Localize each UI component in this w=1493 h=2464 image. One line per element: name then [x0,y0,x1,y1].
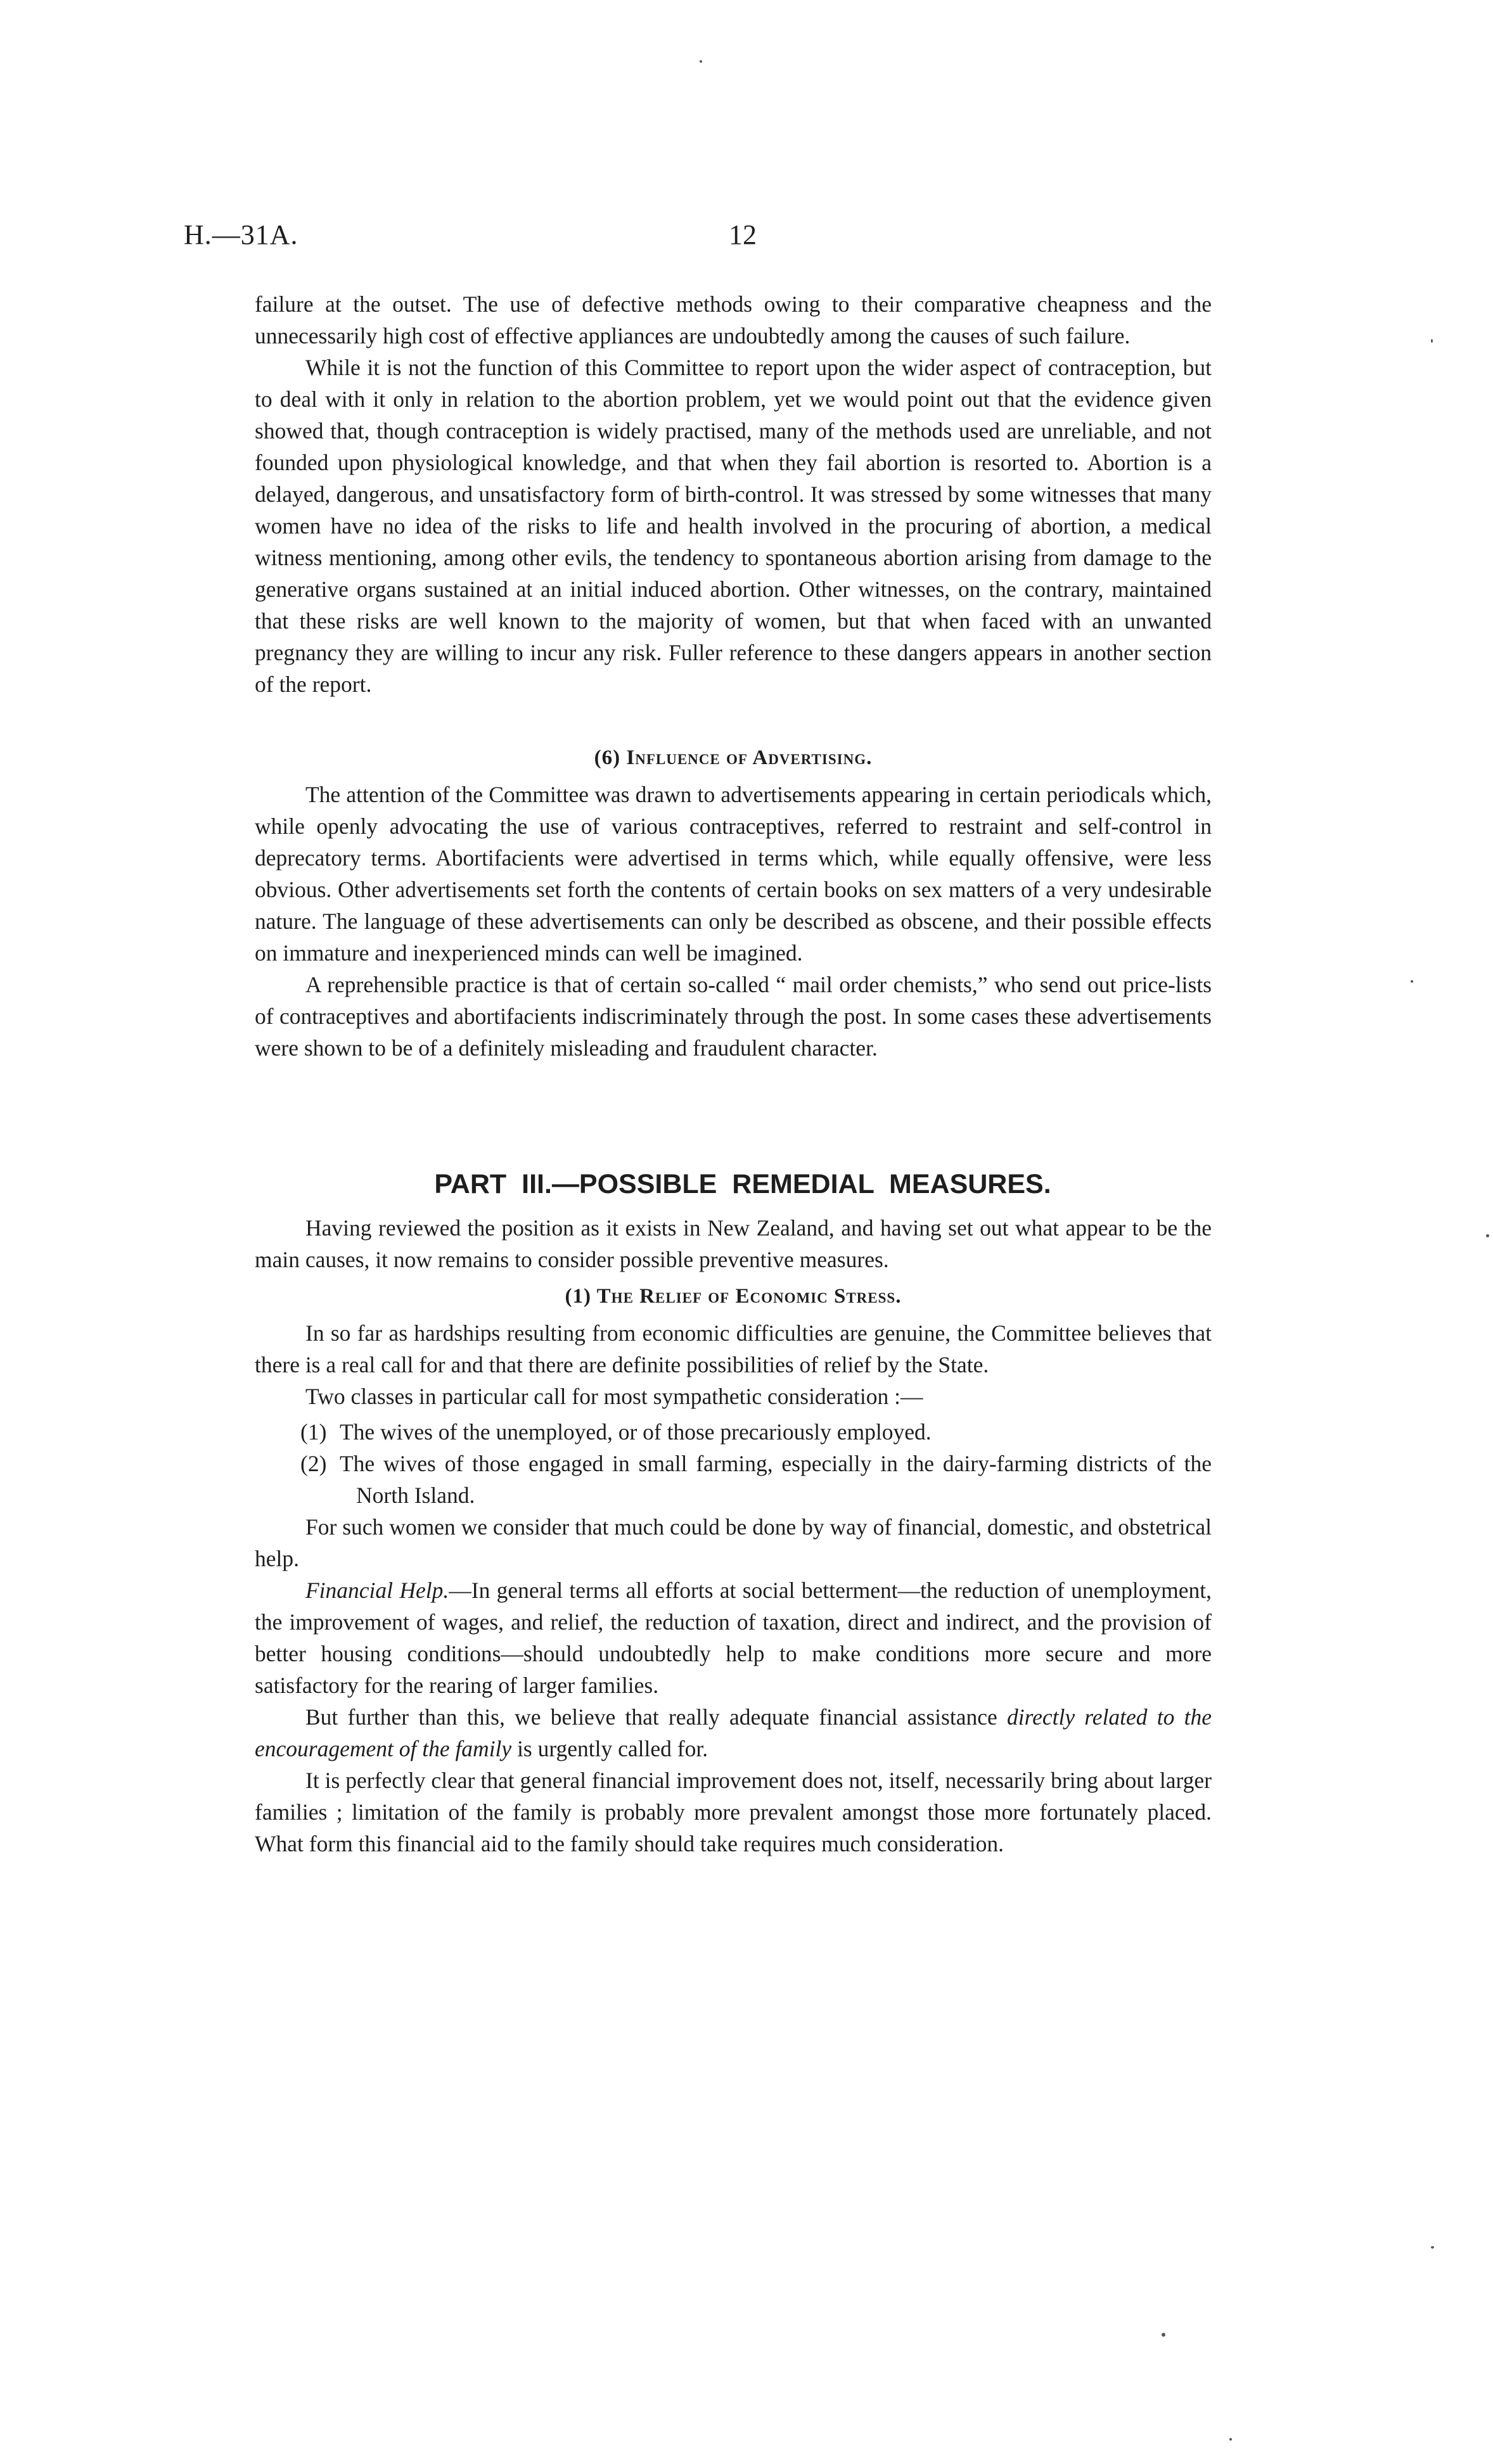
scan-speck [1486,1234,1489,1237]
list-item [255,1448,1212,1511]
paragraph-hardships: In so far as hardships resulting from economic difficulties are genuine, the Committee believes that there is a real call for and that there are definite possibilities of relief by the State. [255,1320,1212,1377]
section-heading-advertising: (6) Influence of Advertising. [594,746,873,769]
paragraph-general-improvement: It is perfectly clear that general financial improvement does not, itself, necessarily bring about larger families ; limitation of the family is probably more prevalent amongst those more fortunately placed. What form this financial aid to the family should take requires much consideration. [255,1768,1212,1856]
paragraph-part-intro: Having reviewed the position as it exists in New Zealand, and having set out what appear to be the main causes, it now remains to consider possible preventive measures. [255,1215,1212,1272]
section-heading-economic-stress: (1) The Relief of Economic Stress. [565,1285,902,1308]
scan-speck [1431,2246,1434,2249]
financial-help-text: —In general terms all efforts at social betterment—the reduction of unemployment, the improvement of wages, and relief, the reduction of taxation, direct and indirect, and the provision of better housing conditions—should undoubtedly help to make conditions more secure and more satisfactory for the rearing of larger families. [255,1578,1212,1698]
paragraph-mail-order: A reprehensible practice is that of certain so-called “ mail order chemists,” who send out price-lists of contraceptives and abortifacients indiscriminately through the post. In some cases these advertisements were shown to be of a definitely misleading and fraudulent character. [255,972,1212,1061]
paragraph-contraception: While it is not the function of this Committee to report upon the wider aspect of contraception, but to deal with it only in relation to the abortion problem, yet we would point out that the evidence given showed that, though contraception is widely practised, many of the methods used are unreliable, and not founded upon physiological knowledge, and that when they fail abortion is resorted to. Abortion is a delayed, dangerous, and unsatisfactory form of birth-control. It was stressed by some witnesses that many women have no idea of the risks to life and health involved in the procuring of abortion, a medical witness mentioning, among other evils, the tendency to spontaneous abortion arising from damage to the generative organs sustained at an initial induced abortion. Other witnesses, on the contrary, maintained that these risks are well known to the majority of women, but that when faced with an unwanted pregnancy they are willing to incur any risk. Fuller reference to these dangers appears in another section of the report. [255,355,1212,697]
paragraph-further [255,1701,1212,1765]
text-span: is urgently called for. [511,1736,708,1761]
paragraph-two-classes: Two classes in particular call for most sympathetic consideration :— [305,1384,923,1409]
part-three-title: PART III.—POSSIBLE REMEDIAL MEASURES. [434,1169,1051,1199]
emphasis-text: directly related to the encouragement of the family [255,1704,1212,1761]
list-number: (2) [300,1451,327,1476]
paragraph-such-women: For such women we consider that much could be done by way of financial, domestic, and obstetrical help. [255,1514,1212,1571]
document-body [255,288,1212,1860]
page-number: 12 [729,219,757,250]
list-item [255,1416,1212,1448]
list-text: The wives of the unemployed, or of those precariously employed. [340,1419,932,1445]
paragraph-financial-help [255,1574,1212,1701]
list-text: The wives of those engaged in small farming, especially in the dairy-farming districts of the North Island. [340,1451,1212,1508]
list-number: (1) [300,1419,327,1445]
financial-help-heading: Financial Help. [305,1578,449,1603]
scan-speck [1431,339,1433,343]
document-reference: H.—31A. [184,219,298,250]
scan-speck [700,60,702,63]
scan-speck [1162,2333,1165,2337]
scan-speck [1229,2438,1232,2441]
paragraph-continuation: failure at the outset. The use of defective methods owing to their comparative cheapness and the unnecessarily high cost of effective appliances are undoubtedly among the causes of such failure. [255,291,1212,348]
paragraph-advertisements: The attention of the Committee was drawn to advertisements appearing in certain periodicals which, while openly advocating the use of various contraceptives, referred to restraint and self-control in deprecatory terms. Abortifacients were advertised in terms which, while equally offensive, were less obvious. Other advertisements set forth the contents of certain books on sex matters of a very undesirable nature. The language of these advertisements can only be described as obscene, and their possible effects on immature and inexperienced minds can well be imagined. [255,782,1212,966]
page-header [184,219,1210,263]
scan-speck [1411,980,1413,983]
text-span: But further than this, we believe that really adequate financial assistance [305,1704,1007,1730]
